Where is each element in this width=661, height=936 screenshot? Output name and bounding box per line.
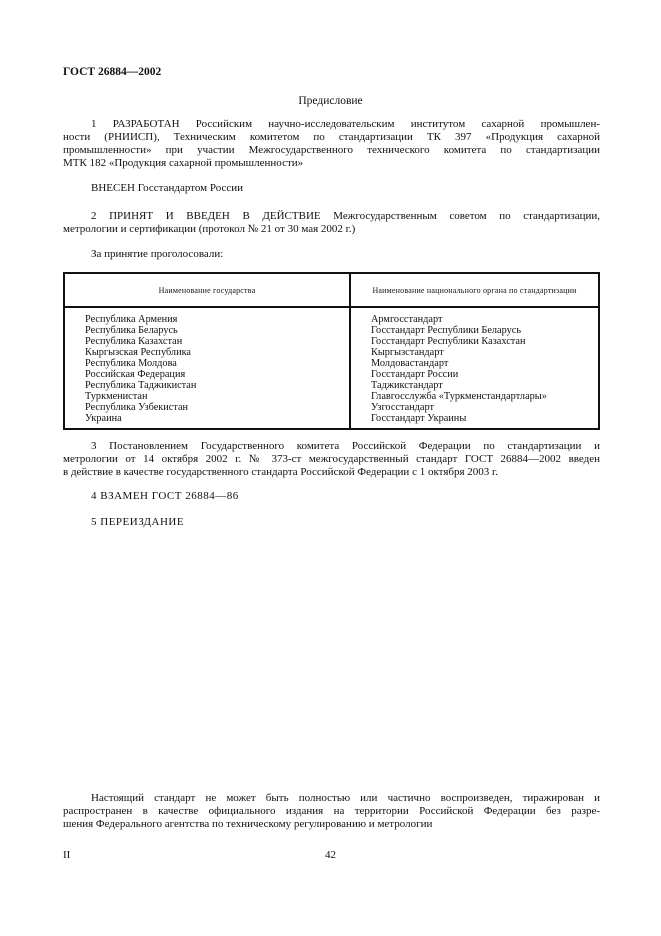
notice-line: распространен в качестве официального издания на территории Российской Федерации без разре- <box>63 805 600 817</box>
body-name: Таджикстандарт <box>371 380 443 391</box>
body-name: Госстандарт России <box>371 369 459 380</box>
states-cell <box>64 307 350 429</box>
state-name: Украина <box>85 413 122 424</box>
body-name: Госстандарт Республики Казахстан <box>371 336 526 347</box>
table-body-row <box>64 307 599 429</box>
section-2 <box>63 210 600 236</box>
section-4 <box>63 490 600 503</box>
voted-line <box>63 248 600 261</box>
bodies-cell <box>350 307 599 429</box>
state-name: Республика Молдова <box>85 358 177 369</box>
vnesen-text: ВНЕСЕН Госстандартом России <box>91 182 244 194</box>
copyright-notice <box>63 792 600 831</box>
section-1-line: 1 РАЗРАБОТАН Российским научно-исследовательским институтом сахарной промышлен- <box>91 118 600 130</box>
section-3-line: метрологии от 14 октября 2002 г. № 373-ст межгосударственный стандарт ГОСТ 26884—2002 введен <box>63 453 600 465</box>
section-1 <box>63 118 600 170</box>
body-name: Узгосстандарт <box>371 402 434 413</box>
state-name: Республика Узбекистан <box>85 402 189 413</box>
table-header-row <box>64 273 599 307</box>
section-3-line: 3 Постановлением Государственного комитета Российской Федерации по стандартизации и <box>91 440 600 452</box>
section-4-text: 4 ВЗАМЕН ГОСТ 26884—86 <box>91 490 239 502</box>
state-name: Республика Таджикистан <box>85 380 197 391</box>
state-name: Туркменистан <box>85 391 148 402</box>
document-code: ГОСТ 26884—2002 <box>63 66 162 78</box>
section-3 <box>63 440 600 479</box>
state-name: Кыргызская Республика <box>85 347 192 358</box>
section-1-line: МТК 182 «Продукция сахарной промышленности» <box>63 157 304 169</box>
section-2-line: 2 ПРИНЯТ И ВВЕДЕН В ДЕЙСТВИЕ Межгосударственным советом по стандартизации, <box>91 210 600 222</box>
voted-text: За принятие проголосовали: <box>91 248 224 260</box>
state-name: Республика Казахстан <box>85 336 183 347</box>
voting-table <box>63 272 600 430</box>
vnesen-line <box>63 182 600 195</box>
body-name: Госстандарт Украины <box>371 413 467 424</box>
body-name: Кыргызстандарт <box>371 347 444 358</box>
notice-line: шения Федерального агентства по техническому регулированию и метрологии <box>63 818 433 830</box>
page-number: 42 <box>325 849 336 861</box>
state-name: Республика Армения <box>85 314 178 325</box>
state-name: Республика Беларусь <box>85 325 178 336</box>
column-header-body: Наименование национального органа по стандартизации <box>350 273 599 307</box>
section-2-line: метрологии и сертификации (протокол № 21 от 30 мая 2002 г.) <box>63 223 356 235</box>
notice-line: Настоящий стандарт не может быть полностью или частично воспроизведен, тиражирован и <box>91 792 600 804</box>
state-name: Российская Федерация <box>85 369 186 380</box>
column-header-state: Наименование государства <box>64 273 350 307</box>
body-name: Молдовастандарт <box>371 358 449 369</box>
roman-page-number: II <box>63 849 71 861</box>
section-3-line: в действие в качестве государственного стандарта Российской Федерации с 1 октября 2003 г. <box>63 466 499 478</box>
section-5 <box>63 516 600 529</box>
body-name: Главгосслужба «Туркменстандартлары» <box>371 391 547 402</box>
body-name: Госстандарт Республики Беларусь <box>371 325 522 336</box>
page-title: Предисловие <box>298 95 363 107</box>
section-1-line: ности (РНИИСП), Техническим комитетом по стандартизации ТК 397 «Продукция сахарной <box>63 131 600 143</box>
body-name: Армгосстандарт <box>371 314 443 325</box>
section-5-text: 5 ПЕРЕИЗДАНИЕ <box>91 516 185 528</box>
section-1-line: промышленности» при участии Межгосударственного технического комитета по стандартизации <box>63 144 600 156</box>
